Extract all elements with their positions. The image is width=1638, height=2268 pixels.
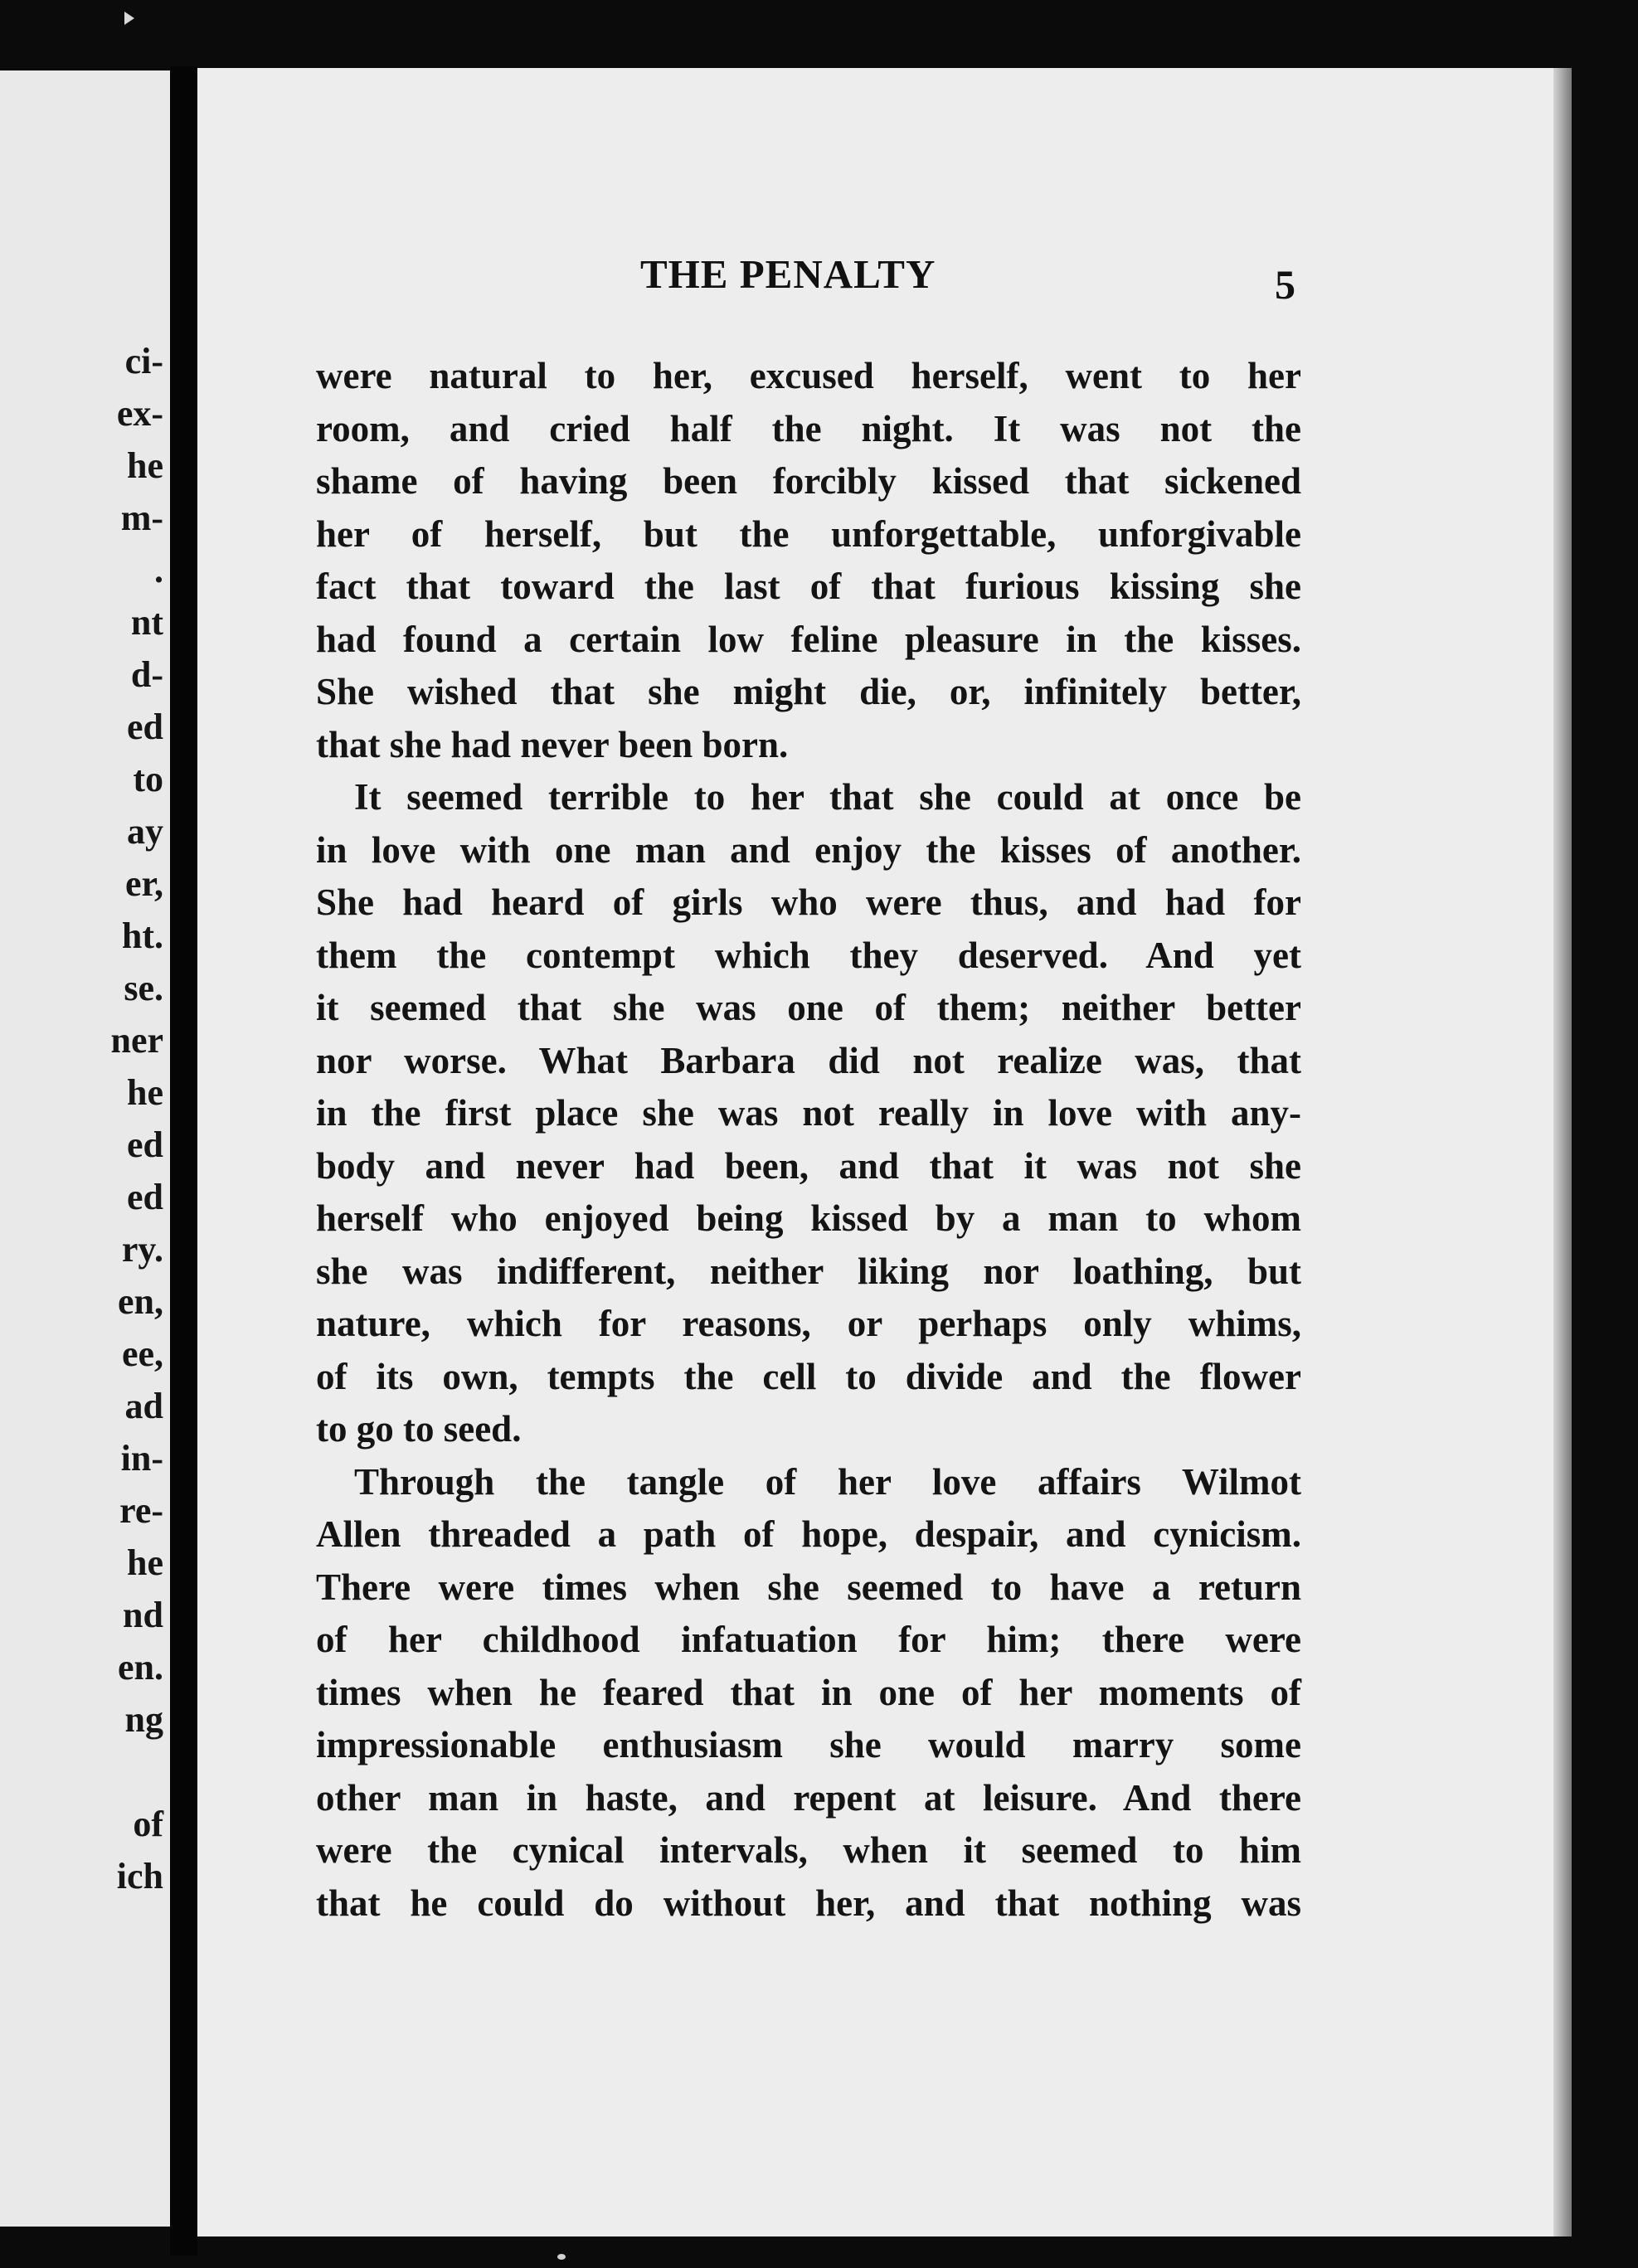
facing-page-line: ed bbox=[127, 707, 163, 747]
text-line: in love with one man and enjoy the kisses of another. bbox=[316, 828, 1301, 871]
text-line: to go to seed. bbox=[316, 1408, 522, 1450]
text-line: nor worse. What Barbara did not realize was, that bbox=[316, 1039, 1301, 1081]
text-line: other man in haste, and repent at leisure. And there bbox=[316, 1776, 1301, 1819]
facing-page-line: of bbox=[133, 1804, 163, 1844]
facing-page-line: er, bbox=[124, 863, 163, 904]
facing-page-line: ay bbox=[127, 811, 163, 852]
facing-page-line: ry. bbox=[121, 1229, 163, 1270]
facing-page-line: . bbox=[154, 550, 163, 590]
facing-page-line: ed bbox=[127, 1177, 163, 1217]
text-line: that he could do without her, and that nothing was bbox=[316, 1882, 1301, 1924]
facing-page-line: ner bbox=[110, 1020, 163, 1061]
book-gutter bbox=[170, 66, 197, 2256]
facing-page-line: nd bbox=[123, 1595, 163, 1635]
facing-page-line: en, bbox=[118, 1281, 163, 1322]
text-line: shame of having been forcibly kissed that sickened bbox=[316, 460, 1301, 502]
facing-page-line: ich bbox=[116, 1856, 163, 1896]
page-edge bbox=[1553, 68, 1572, 2236]
facing-page-line: ee, bbox=[121, 1333, 163, 1374]
text-line: were the cynical intervals, when it seemed to him bbox=[316, 1829, 1301, 1871]
text-line: She wished that she might die, or, infinitely better, bbox=[316, 671, 1301, 712]
text-line: her of herself, but the unforgettable, unforgivable bbox=[316, 512, 1301, 555]
facing-page-line: ad bbox=[124, 1386, 163, 1426]
text-line: them the contempt which they deserved. And yet bbox=[316, 934, 1301, 976]
running-header: THE PENALTY bbox=[640, 251, 936, 297]
text-line: nature, which for reasons, or perhaps only whims, bbox=[316, 1303, 1301, 1344]
facing-page-line: he bbox=[127, 445, 163, 486]
text-line: were natural to her, excused herself, went to her bbox=[316, 355, 1301, 396]
facing-page-line: nt bbox=[130, 602, 163, 643]
facing-page-line: to bbox=[133, 759, 163, 799]
text-line: in the first place she was not really in love with any- bbox=[316, 1092, 1301, 1134]
facing-page-line: ht. bbox=[121, 915, 163, 956]
facing-page-line: en. bbox=[118, 1647, 163, 1688]
facing-page-line: he bbox=[127, 1072, 163, 1113]
text-line: that she had never been born. bbox=[316, 723, 789, 765]
text-line: of her childhood infatuation for him; there were bbox=[316, 1619, 1301, 1660]
facing-page-line: d- bbox=[130, 654, 163, 695]
text-line: body and never had been, and that it was not she bbox=[316, 1144, 1301, 1187]
text-line: There were times when she seemed to have a return bbox=[316, 1566, 1301, 1608]
body-text bbox=[316, 350, 1301, 1930]
text-line: Through the tangle of her love affairs Wilmot bbox=[354, 1460, 1301, 1503]
page-number: 5 bbox=[1275, 261, 1295, 308]
facing-page-line: ng bbox=[124, 1699, 163, 1740]
text-line: room, and cried half the night. It was not the bbox=[316, 407, 1301, 449]
scan-mark bbox=[124, 12, 134, 25]
text-line: fact that toward the last of that furious kissing she bbox=[316, 566, 1301, 607]
facing-page-line: re- bbox=[119, 1490, 163, 1531]
text-line: it seemed that she was one of them; neither better bbox=[316, 987, 1301, 1028]
facing-page-line: in- bbox=[120, 1438, 163, 1479]
facing-page-line: ci- bbox=[124, 341, 163, 381]
facing-page-line: se. bbox=[124, 968, 163, 1008]
text-line: impressionable enthusiasm she would marry some bbox=[316, 1724, 1301, 1765]
text-line: She had heard of girls who were thus, and had for bbox=[316, 881, 1301, 923]
facing-page-line: ex- bbox=[116, 393, 163, 434]
text-line: had found a certain low feline pleasure in the kisses. bbox=[316, 618, 1301, 660]
text-line: she was indifferent, neither liking nor loathing, but bbox=[316, 1250, 1301, 1292]
text-line: herself who enjoyed being kissed by a man to whom bbox=[316, 1197, 1301, 1239]
text-line: of its own, tempts the cell to divide and the flower bbox=[316, 1355, 1301, 1397]
facing-page-line: he bbox=[127, 1542, 163, 1583]
text-line: It seemed terrible to her that she could at once be bbox=[354, 776, 1301, 818]
scan-speck bbox=[557, 2254, 566, 2260]
text-line: Allen threaded a path of hope, despair, and cynicism. bbox=[316, 1513, 1301, 1555]
facing-page-line: m- bbox=[120, 498, 163, 538]
facing-page-line: ed bbox=[127, 1124, 163, 1165]
text-line: times when he feared that in one of her moments of bbox=[316, 1671, 1301, 1713]
